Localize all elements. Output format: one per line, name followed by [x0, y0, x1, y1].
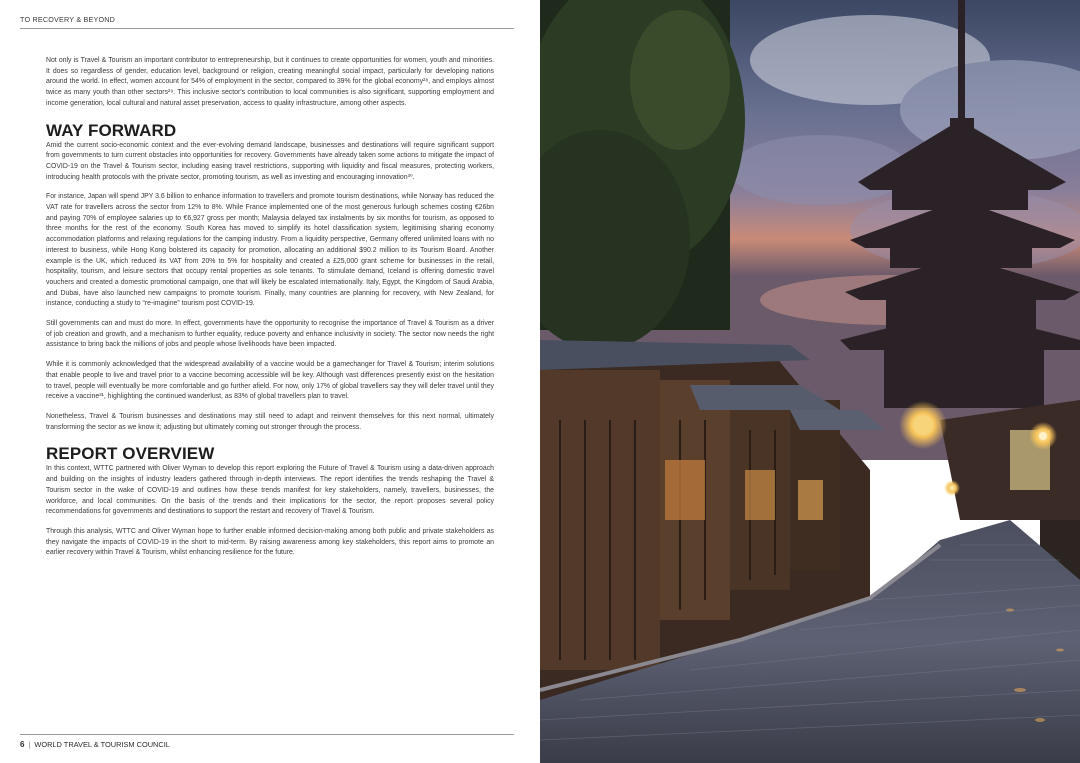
- page-footer: [20, 740, 170, 749]
- report-overview-paragraph-2: Through this analysis, WTTC and Oliver Wyman hope to further enable informed decision-making among both public and private stakeholders as they navigate the impacts of COVID-19 in the short to mid-term. By raising awareness among key stakeholders, this report aims to promote an earlier recovery within Travel & Tourism, whilst enhancing resilience for the future.: [46, 527, 494, 557]
- way-forward-paragraph-3: Still governments can and must do more. In effect, governments have the opportunity to recognise the importance of Travel & Tourism as a driver of job creation and growth, and a mechanism to further equality, reduce poverty and enhance inclusivity in society. The sector now needs the right assistance to bring back the millions of jobs and people whose livelihoods have been impacted.: [46, 320, 494, 349]
- footer-rule: [20, 734, 514, 735]
- report-overview-paragraph-1: In this context, WTTC partnered with Oliver Wyman to develop this report exploring the Future of Travel & Tourism using a data-driven approach and building on the insights of industry leaders gathered through in-depth interviews. The report identifies the trends reshaping the Travel & Tourism sector in the wake of COVID-19 and outlines how these trends manifest for key stakeholders, namely, travellers, businesses, the workforce, and local communities. On the basis of the trends and their implications for the sector, the report proposes several policy recommendations for governments and destinations to support the restart and recovery of Travel & Tourism.: [46, 465, 494, 516]
- photo-illustration: [540, 0, 1080, 763]
- way-forward-paragraph-5: Nonetheless, Travel & Tourism businesses and destinations may still need to adapt and reinvent themselves for this next normal, ultimately transforming the sector as we know it; adjusting but ultimately coming out stronger through the process.: [46, 412, 494, 431]
- distant-lamp: [944, 480, 960, 496]
- running-head: TO RECOVERY & BEYOND: [20, 15, 116, 24]
- tree: [540, 0, 745, 350]
- kyoto-street-photo: [540, 0, 1080, 763]
- section-heading-report-overview: REPORT OVERVIEW: [46, 444, 215, 464]
- street-lamp: [1039, 432, 1047, 440]
- footer-separator: |: [28, 740, 31, 749]
- intro-paragraph: Not only is Travel & Tourism an important contributor to entrepreneurship, but it continues to create opportunities for women, youth and minorities. It does so regardless of gender, education level, background or religion, creating meaningful social impact, particularly for developing nations around the world. In effect, women account for 54% of employment in the sector, compared to 39% for the global economy²⁸, and employs almost twice as many youth than other sectors²⁹. This inclusive sector's contribution to local communities is also significant, supporting employment and income generation, local cultural and natural asset preservation, access to quality infrastructure, among other aspects.: [46, 57, 494, 107]
- way-forward-paragraph-4: While it is commonly acknowledged that the widespread availability of a vaccine would be a gamechanger for Travel & Tourism; interim solutions that enable people to live and travel prior to a vaccine becoming accessible will be key. Although vast differences presently exist on the hesitation to travel, people will eventually be more comfortable and go further afield. For now, only 17% of global travellers say they will defer travel until they receive a vaccine³¹, highlighting the continued wanderlust, as 83% of global travellers plan to travel.: [46, 361, 494, 401]
- section-heading-way-forward: WAY FORWARD: [46, 120, 177, 140]
- way-forward-paragraph-2: For instance, Japan will spend JPY 3.6 billion to enhance information to travellers and promote tourism destinations, while Norway has reduced the VAT rate for travellers across the sector from 12% to 8%. While France implemented one of the most generous furlough schemes costing €26bn and paying 70% of employee salaries up to €6,927 gross per month; Malaysia delayed tax instalments by six months for tourism, as opposed to three months for the rest of the economy. South Korea has moved to simplify its hotel classification system, legitimising sharing economy accommodation platforms and relaxing regulations for the camping industry. From a liquidity perspective, Germany offered unlimited loans with no interest to business, while Hong Kong bolstered its capacity for promotion, allocating an additional $90.2 million to its Tourism Board. Another example is the UK, which reduced its VAT from 20% to 5% for hospitality and created a £25,000 grant scheme for businesses in the retail, hospitality, tourism, and leisure sectors that occupy rental properties as sole tenants. To stimulate demand, Iceland is offering domestic travel vouchers and created a domestic promotional campaign, one that will likely be escalated internationally. Italy, Egypt, the Kingdom of Saudi Arabia, and Dubai, have also launched new campaigns to promote tourism. Finally, many countries are planning for recovery, with New Zealand, for instance, conducting a study to “re-imagine” tourism post COVID-19.: [46, 193, 494, 308]
- header-rule: [20, 28, 514, 29]
- page-body: [46, 56, 494, 568]
- page-number: 6: [20, 740, 25, 749]
- footer-organization: WORLD TRAVEL & TOURISM COUNCIL: [34, 740, 170, 749]
- way-forward-paragraph-1: Amid the current socio-economic context and the ever-evolving demand landscape, businesses and destinations will require significant support from governments to turn current obstacles into opportunities for recovery. Governments have already taken some actions to mitigate the impact of COVID-19 on the Travel & Tourism sector, including easing travel restrictions, supporting with liquidity and fiscal measures, protecting workers, introducing health protocols with the private sector, promoting tourism, as well as investing and encouraging innovation³⁰.: [46, 141, 494, 181]
- lantern: [913, 415, 933, 435]
